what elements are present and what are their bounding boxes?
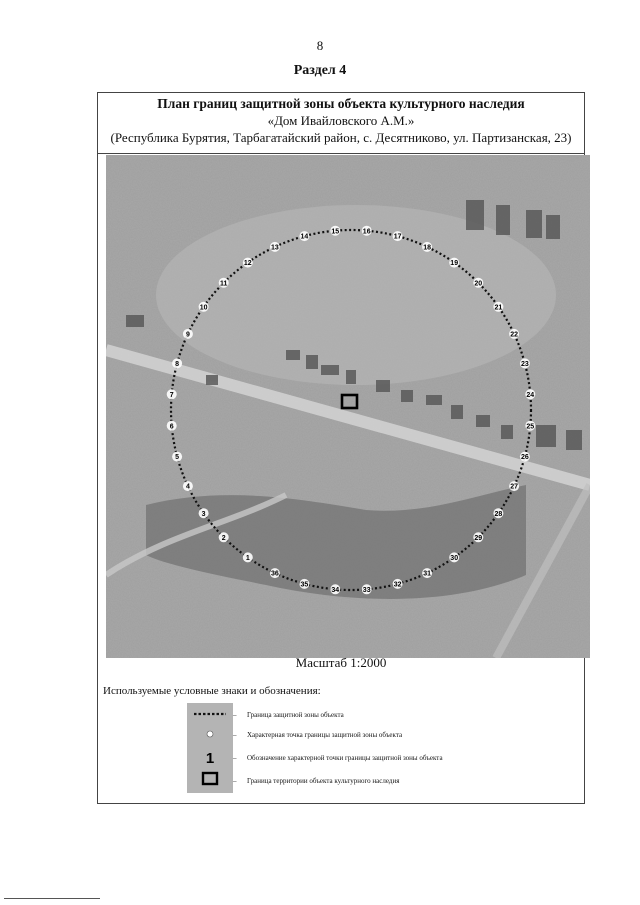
scale-label: Масштаб 1:2000 [295, 655, 387, 670]
boundary-point-label: 28 [494, 510, 503, 518]
boundary-point-label: 17 [393, 233, 402, 241]
boundary-point-label: 18 [423, 244, 431, 252]
legend-item-object: – Граница территории объекта культурного наследия [233, 777, 400, 785]
protection-zone-map [106, 155, 590, 658]
legend-object-swatch [203, 773, 217, 784]
legend-point-swatch [207, 731, 213, 737]
boundary-point-label: 11 [219, 280, 228, 288]
boundary-point-label: 3 [201, 510, 206, 518]
boundary-point-label: 31 [423, 570, 431, 578]
boundary-point-label: 23 [521, 361, 529, 368]
boundary-point-label: 36 [271, 570, 279, 578]
boundary-point-label: 19 [450, 260, 459, 268]
legend-title: Используемые условные знаки и обозначения: [103, 685, 321, 697]
boundary-point-label: 6 [169, 423, 174, 431]
object-address: (Республика Бурятия, Тарбагатайский район, с. Десятниково, ул. Партизанская, 23) [110, 130, 572, 145]
boundary-point-label: 8 [175, 361, 180, 368]
boundary-point-label: 9 [185, 331, 190, 339]
boundary-point-label: 1 [245, 555, 250, 562]
boundary-point-label: 33 [362, 586, 371, 594]
boundary-point-label: 16 [362, 228, 371, 236]
boundary-point-label: 27 [510, 483, 518, 491]
boundary-point-label: 34 [331, 586, 340, 594]
boundary-point-label: 10 [199, 304, 208, 312]
section-title: Раздел 4 [293, 63, 347, 78]
boundary-point-label: 35 [300, 581, 309, 589]
boundary-point-label: 15 [331, 228, 340, 236]
boundary-point-label: 4 [185, 483, 190, 491]
boundary-point-label: 30 [450, 555, 459, 562]
boundary-point-label: 20 [474, 280, 483, 288]
boundary-point-label: 26 [521, 454, 529, 462]
boundary-point-label: 22 [510, 331, 518, 339]
boundary-point-label: 29 [474, 534, 483, 542]
boundary-point-label: 32 [393, 581, 402, 589]
object-name: «Дом Ивайловского А.М.» [267, 113, 415, 128]
boundary-point-label: 24 [526, 391, 535, 399]
boundary-point-label: 7 [169, 391, 174, 399]
legend-item-point-label: – Обозначение характерной точки границы защитной зоны объекта [233, 754, 443, 762]
boundary-point-label: 5 [175, 454, 180, 462]
legend-number-swatch: 1 [205, 750, 215, 767]
legend-item-point: – Характерная точка границы защитной зоны объекта [233, 731, 403, 739]
legend-swatches [187, 703, 233, 793]
plan-frame [97, 92, 585, 804]
boundary-point-label: 14 [300, 233, 309, 241]
plan-title: План границ защитной зоны объекта культурного наследия [157, 96, 525, 111]
boundary-point-label: 21 [494, 304, 503, 312]
boundary-point-label: 25 [526, 423, 535, 431]
legend-item-boundary: – Граница защитной зоны объекта [233, 711, 344, 719]
boundary-point-label: 12 [243, 260, 252, 268]
footnote-separator [4, 898, 100, 899]
page-number: 8 [316, 38, 324, 53]
boundary-point-label: 2 [221, 534, 226, 542]
boundary-point-label: 13 [271, 244, 279, 252]
plan-header [98, 93, 584, 154]
